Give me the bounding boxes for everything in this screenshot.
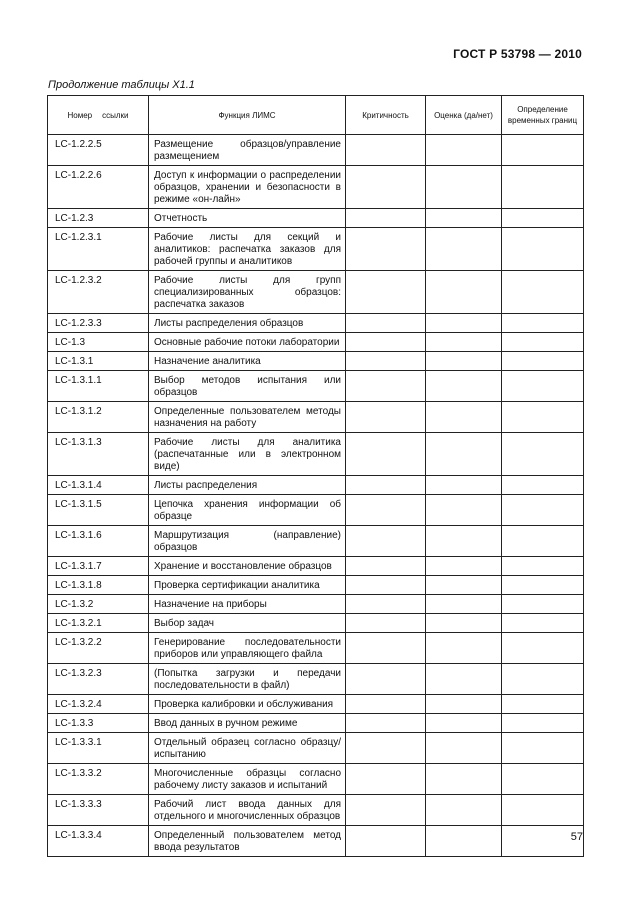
timing-cell — [502, 166, 584, 209]
timing-cell — [502, 402, 584, 433]
standard-designation: ГОСТ Р 53798 — 2010 — [453, 47, 582, 61]
function-cell: Выбор задач — [149, 614, 346, 633]
criticality-cell — [346, 614, 426, 633]
rating-cell — [426, 371, 502, 402]
column-header-criticality: Критичность — [346, 96, 426, 135]
reference-code-cell: LC-1.3.2.4 — [48, 695, 149, 714]
column-header-reference — [48, 96, 149, 135]
criticality-cell — [346, 714, 426, 733]
reference-code-cell: LC-1.3.1.7 — [48, 557, 149, 576]
rating-cell — [426, 209, 502, 228]
reference-code-cell: LC-1.2.2.6 — [48, 166, 149, 209]
lims-functions-table — [47, 95, 584, 857]
table-row — [48, 764, 584, 795]
criticality-cell — [346, 576, 426, 595]
rating-cell — [426, 614, 502, 633]
rating-cell — [426, 733, 502, 764]
reference-code-cell: LC-1.3.1 — [48, 352, 149, 371]
page-number: 57 — [570, 831, 583, 843]
function-cell: Листы распределения образцов — [149, 314, 346, 333]
rating-cell — [426, 228, 502, 271]
timing-cell — [502, 633, 584, 664]
table-row — [48, 135, 584, 166]
timing-cell — [502, 228, 584, 271]
reference-code-cell: LC-1.3.3.2 — [48, 764, 149, 795]
reference-code-cell: LC-1.3.1.1 — [48, 371, 149, 402]
reference-code-cell: LC-1.3 — [48, 333, 149, 352]
criticality-cell — [346, 314, 426, 333]
criticality-cell — [346, 209, 426, 228]
criticality-cell — [346, 664, 426, 695]
function-cell: Маршрутизация (направление) образцов — [149, 526, 346, 557]
table-row — [48, 314, 584, 333]
rating-cell — [426, 795, 502, 826]
rating-cell — [426, 633, 502, 664]
criticality-cell — [346, 476, 426, 495]
criticality-cell — [346, 826, 426, 857]
function-cell: Определенный пользователем метод ввода результатов — [149, 826, 346, 857]
timing-cell — [502, 476, 584, 495]
function-cell: Генерирование последовательности приборов или управляющего файла — [149, 633, 346, 664]
reference-code-cell: LC-1.2.3.1 — [48, 228, 149, 271]
criticality-cell — [346, 135, 426, 166]
column-header-function: Функция ЛИМС — [149, 96, 346, 135]
rating-cell — [426, 433, 502, 476]
table-continuation-caption: Продолжение таблицы Х1.1 — [48, 79, 195, 91]
timing-cell — [502, 614, 584, 633]
function-cell: Отчетность — [149, 209, 346, 228]
table-row — [48, 557, 584, 576]
rating-cell — [426, 826, 502, 857]
timing-cell — [502, 271, 584, 314]
timing-cell — [502, 733, 584, 764]
table-row — [48, 333, 584, 352]
table-row — [48, 166, 584, 209]
rating-cell — [426, 495, 502, 526]
table-row — [48, 271, 584, 314]
function-cell: Выбор методов испытания или образцов — [149, 371, 346, 402]
function-cell: Определенные пользователем методы назначения на работу — [149, 402, 346, 433]
criticality-cell — [346, 433, 426, 476]
table-row — [48, 495, 584, 526]
rating-cell — [426, 333, 502, 352]
function-cell: Назначение на приборы — [149, 595, 346, 614]
timing-cell — [502, 595, 584, 614]
criticality-cell — [346, 402, 426, 433]
reference-code-cell: LC-1.3.3 — [48, 714, 149, 733]
criticality-cell — [346, 733, 426, 764]
timing-cell — [502, 557, 584, 576]
function-cell: Многочисленные образцы согласно рабочему листу заказов и испытаний — [149, 764, 346, 795]
function-cell: Доступ к информации о распределении образцов, хранении и безопасности в режиме «он-лайн» — [149, 166, 346, 209]
table-row — [48, 614, 584, 633]
reference-code-cell: LC-1.3.1.8 — [48, 576, 149, 595]
table-row — [48, 826, 584, 857]
timing-cell — [502, 371, 584, 402]
rating-cell — [426, 476, 502, 495]
criticality-cell — [346, 333, 426, 352]
criticality-cell — [346, 352, 426, 371]
function-cell: Отдельный образец согласно образцу/испытанию — [149, 733, 346, 764]
reference-code-cell: LC-1.3.2 — [48, 595, 149, 614]
rating-cell — [426, 576, 502, 595]
reference-code-cell: LC-1.3.3.4 — [48, 826, 149, 857]
rating-cell — [426, 271, 502, 314]
table-row — [48, 664, 584, 695]
column-header-rating: Оценка (да/нет) — [426, 96, 502, 135]
timing-cell — [502, 664, 584, 695]
reference-code-cell: LC-1.3.1.4 — [48, 476, 149, 495]
criticality-cell — [346, 557, 426, 576]
reference-code-cell: LC-1.3.3.1 — [48, 733, 149, 764]
function-cell: Рабочие листы для секций и аналитиков: распечатка заказов для рабочей группы и аналитиков — [149, 228, 346, 271]
function-cell: Рабочий лист ввода данных для отдельного и многочисленных образцов — [149, 795, 346, 826]
reference-code-cell: LC-1.2.3.3 — [48, 314, 149, 333]
timing-cell — [502, 695, 584, 714]
criticality-cell — [346, 166, 426, 209]
table-row — [48, 433, 584, 476]
timing-cell — [502, 526, 584, 557]
reference-code-cell: LC-1.2.3.2 — [48, 271, 149, 314]
timing-cell — [502, 714, 584, 733]
column-header-reference-word1: Номер — [67, 110, 93, 120]
function-cell: Цепочка хранения информации об образце — [149, 495, 346, 526]
rating-cell — [426, 166, 502, 209]
rating-cell — [426, 714, 502, 733]
rating-cell — [426, 135, 502, 166]
rating-cell — [426, 314, 502, 333]
timing-cell — [502, 495, 584, 526]
table-row — [48, 352, 584, 371]
function-cell: Назначение аналитика — [149, 352, 346, 371]
rating-cell — [426, 695, 502, 714]
criticality-cell — [346, 795, 426, 826]
criticality-cell — [346, 695, 426, 714]
table-row — [48, 714, 584, 733]
timing-cell — [502, 333, 584, 352]
function-cell: Листы распределения — [149, 476, 346, 495]
criticality-cell — [346, 526, 426, 557]
timing-cell — [502, 135, 584, 166]
criticality-cell — [346, 228, 426, 271]
table-row — [48, 695, 584, 714]
table-row — [48, 795, 584, 826]
table-row — [48, 733, 584, 764]
rating-cell — [426, 526, 502, 557]
function-cell: Хранение и восстановление образцов — [149, 557, 346, 576]
reference-code-cell: LC-1.3.1.3 — [48, 433, 149, 476]
column-header-timing: Определение временных границ — [502, 96, 584, 135]
table-row — [48, 633, 584, 664]
table-row — [48, 576, 584, 595]
timing-cell — [502, 795, 584, 826]
table-row — [48, 526, 584, 557]
table-row — [48, 209, 584, 228]
criticality-cell — [346, 595, 426, 614]
function-cell: Проверка калибровки и обслуживания — [149, 695, 346, 714]
table-row — [48, 476, 584, 495]
criticality-cell — [346, 495, 426, 526]
function-cell: Рабочие листы для групп специализированных образцов: распечатка заказов — [149, 271, 346, 314]
timing-cell — [502, 314, 584, 333]
function-cell: Ввод данных в ручном режиме — [149, 714, 346, 733]
reference-code-cell: LC-1.3.2.3 — [48, 664, 149, 695]
criticality-cell — [346, 271, 426, 314]
criticality-cell — [346, 633, 426, 664]
rating-cell — [426, 402, 502, 433]
rating-cell — [426, 352, 502, 371]
rating-cell — [426, 557, 502, 576]
timing-cell — [502, 576, 584, 595]
reference-code-cell: LC-1.3.2.2 — [48, 633, 149, 664]
table-row — [48, 402, 584, 433]
function-cell: Проверка сертификации аналитика — [149, 576, 346, 595]
function-cell: (Попытка загрузки и передачи последовательности в файл) — [149, 664, 346, 695]
reference-code-cell: LC-1.3.2.1 — [48, 614, 149, 633]
function-cell: Размещение образцов/управление размещением — [149, 135, 346, 166]
criticality-cell — [346, 764, 426, 795]
rating-cell — [426, 764, 502, 795]
reference-code-cell: LC-1.3.1.5 — [48, 495, 149, 526]
reference-code-cell: LC-1.2.2.5 — [48, 135, 149, 166]
function-cell: Рабочие листы для аналитика (распечатанные или в электронном виде) — [149, 433, 346, 476]
table-row — [48, 595, 584, 614]
table-header-row — [48, 96, 584, 135]
rating-cell — [426, 595, 502, 614]
column-header-reference-word2: ссылки — [102, 110, 129, 120]
reference-code-cell: LC-1.3.1.2 — [48, 402, 149, 433]
timing-cell — [502, 209, 584, 228]
table-row — [48, 228, 584, 271]
timing-cell — [502, 352, 584, 371]
function-cell: Основные рабочие потоки лаборатории — [149, 333, 346, 352]
reference-code-cell: LC-1.3.1.6 — [48, 526, 149, 557]
criticality-cell — [346, 371, 426, 402]
table-row — [48, 371, 584, 402]
rating-cell — [426, 664, 502, 695]
reference-code-cell: LC-1.3.3.3 — [48, 795, 149, 826]
reference-code-cell: LC-1.2.3 — [48, 209, 149, 228]
timing-cell — [502, 433, 584, 476]
timing-cell — [502, 764, 584, 795]
